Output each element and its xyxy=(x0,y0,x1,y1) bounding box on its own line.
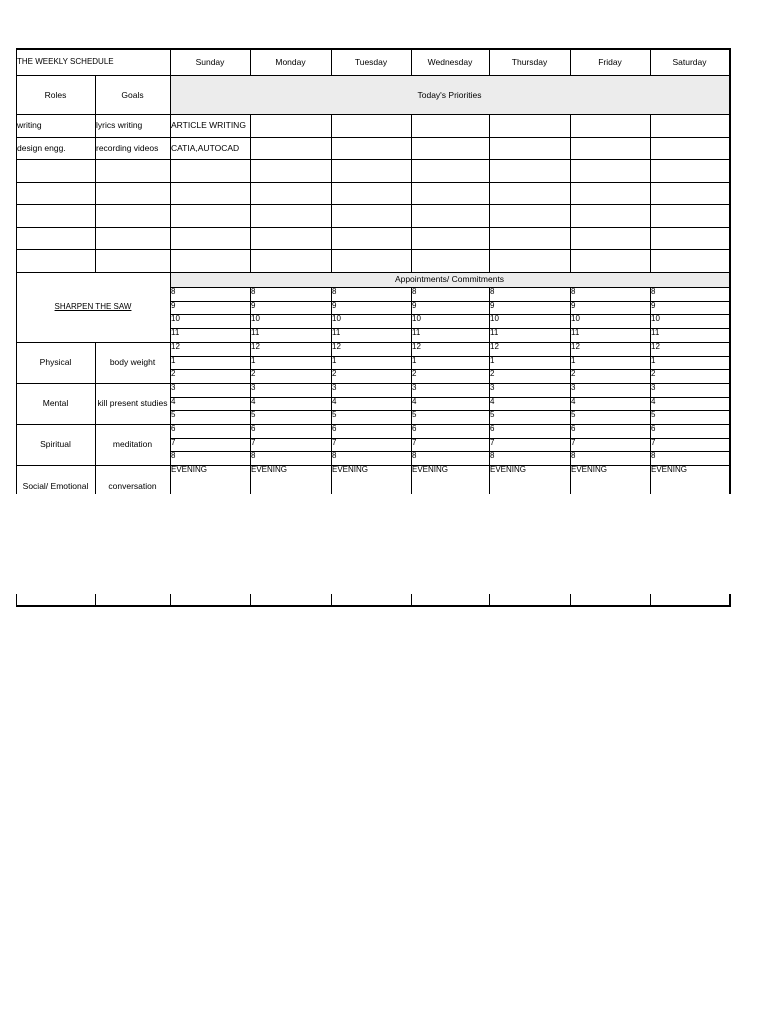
evening-label: EVENING xyxy=(332,465,369,474)
priorities-header: Today's Priorities xyxy=(417,90,482,100)
hour-label: 1 xyxy=(251,356,256,365)
hour-label: 3 xyxy=(251,383,256,392)
hour-label: 12 xyxy=(651,342,660,351)
evening-label: EVENING xyxy=(412,465,449,474)
hour-label: 6 xyxy=(251,424,256,433)
hour-label: 6 xyxy=(412,424,417,433)
hour-label: 11 xyxy=(651,328,660,337)
hour-label: 3 xyxy=(412,383,417,392)
hour-label: 10 xyxy=(412,314,421,323)
evening-label: EVENING xyxy=(490,465,527,474)
hour-label: 11 xyxy=(571,328,580,337)
hour-label: 7 xyxy=(651,438,656,447)
hour-label: 9 xyxy=(332,301,337,310)
hour-label: 8 xyxy=(171,287,176,296)
hour-label: 11 xyxy=(171,328,180,337)
hour-label: 1 xyxy=(490,356,495,365)
hour-label: 11 xyxy=(490,328,499,337)
day-header-tuesday: Tuesday xyxy=(354,57,388,67)
role-cell: writing xyxy=(17,120,42,130)
hour-label: 12 xyxy=(490,342,499,351)
day-divider xyxy=(411,114,412,272)
row-divider xyxy=(16,204,730,205)
hour-label: 1 xyxy=(412,356,417,365)
hour-label: 12 xyxy=(251,342,260,351)
hour-label: 4 xyxy=(412,397,417,406)
day-divider xyxy=(650,287,651,494)
hour-label: 4 xyxy=(332,397,337,406)
hour-label: 2 xyxy=(251,369,256,378)
saw-area: Physical xyxy=(39,357,72,367)
hour-label: 2 xyxy=(171,369,176,378)
day-header-friday: Friday xyxy=(598,57,622,67)
role-cell: design engg. xyxy=(17,143,66,153)
hour-label: 11 xyxy=(251,328,260,337)
hour-label: 5 xyxy=(412,410,417,419)
evening-label: EVENING xyxy=(251,465,288,474)
goal-cell: recording videos xyxy=(96,143,159,153)
sharpen-saw-heading: SHARPEN THE SAW xyxy=(54,302,132,311)
hour-label: 12 xyxy=(571,342,580,351)
day-divider xyxy=(411,48,412,75)
row-divider xyxy=(16,227,730,228)
hour-label: 1 xyxy=(171,356,176,365)
hour-label: 12 xyxy=(332,342,341,351)
hour-label: 3 xyxy=(651,383,656,392)
hour-label: 9 xyxy=(571,301,576,310)
hour-label: 5 xyxy=(171,410,176,419)
day-divider xyxy=(250,114,251,272)
hour-label: 2 xyxy=(490,369,495,378)
hour-label: 1 xyxy=(332,356,337,365)
hour-label: 4 xyxy=(490,397,495,406)
day-header-sunday: Sunday xyxy=(195,57,225,67)
evening-label: EVENING xyxy=(651,465,688,474)
hour-label: 10 xyxy=(332,314,341,323)
bottom-border xyxy=(16,605,731,607)
day-divider xyxy=(331,114,332,272)
day-divider xyxy=(411,287,412,494)
hour-label: 8 xyxy=(490,287,495,296)
hour-label: 3 xyxy=(332,383,337,392)
hour-label: 8 xyxy=(251,451,256,460)
day-header-wednesday: Wednesday xyxy=(427,57,473,67)
appointments-header: Appointments/ Commitments xyxy=(394,274,505,284)
saw-area: Spiritual xyxy=(40,439,71,449)
hour-label: 7 xyxy=(412,438,417,447)
saw-area-goal-divider xyxy=(95,342,96,494)
hour-label: 5 xyxy=(651,410,656,419)
right-border xyxy=(729,48,731,494)
hour-label: 4 xyxy=(171,397,176,406)
saw-goal: body weight xyxy=(109,357,156,367)
day-divider xyxy=(170,48,171,494)
hour-label: 5 xyxy=(571,410,576,419)
hour-label: 8 xyxy=(412,287,417,296)
hour-label: 9 xyxy=(490,301,495,310)
left-border xyxy=(16,48,17,494)
hour-label: 6 xyxy=(571,424,576,433)
hour-label: 7 xyxy=(332,438,337,447)
day-divider xyxy=(250,287,251,494)
hour-label: 5 xyxy=(332,410,337,419)
hour-label: 8 xyxy=(571,451,576,460)
goals-header: Goals xyxy=(121,90,144,100)
hour-label: 3 xyxy=(571,383,576,392)
hour-label: 8 xyxy=(490,451,495,460)
hour-label: 1 xyxy=(571,356,576,365)
hour-label: 9 xyxy=(251,301,256,310)
day-divider xyxy=(489,48,490,75)
roles-goals-divider xyxy=(95,75,96,272)
day-divider xyxy=(650,114,651,272)
hour-label: 7 xyxy=(571,438,576,447)
day-divider xyxy=(489,114,490,272)
day-header-saturday: Saturday xyxy=(672,57,707,67)
hour-label: 10 xyxy=(490,314,499,323)
goal-cell: lyrics writing xyxy=(96,120,143,130)
hour-label: 8 xyxy=(171,451,176,460)
hour-label: 5 xyxy=(251,410,256,419)
hour-label: 1 xyxy=(651,356,656,365)
row-divider xyxy=(16,159,730,160)
hour-label: 11 xyxy=(332,328,341,337)
day-header-thursday: Thursday xyxy=(511,57,548,67)
hour-label: 3 xyxy=(490,383,495,392)
hour-label: 12 xyxy=(412,342,421,351)
hour-label: 12 xyxy=(171,342,180,351)
day-divider xyxy=(489,287,490,494)
hour-label: 6 xyxy=(171,424,176,433)
day-header-monday: Monday xyxy=(275,57,306,67)
evening-label: EVENING xyxy=(171,465,208,474)
priority-cell: CATIA,AUTOCAD xyxy=(171,143,240,153)
hour-label: 8 xyxy=(251,287,256,296)
row-divider xyxy=(16,249,730,250)
day-divider xyxy=(331,287,332,494)
hour-label: 8 xyxy=(332,451,337,460)
day-divider xyxy=(250,48,251,75)
hour-label: 8 xyxy=(651,287,656,296)
hour-label: 2 xyxy=(651,369,656,378)
hour-label: 5 xyxy=(490,410,495,419)
hour-label: 9 xyxy=(412,301,417,310)
day-divider xyxy=(570,48,571,75)
day-divider xyxy=(570,114,571,272)
hour-label: 2 xyxy=(332,369,337,378)
hour-label: 10 xyxy=(651,314,660,323)
saw-area: Mental xyxy=(42,398,69,408)
saw-goal: conversation xyxy=(108,481,157,491)
hour-label: 9 xyxy=(651,301,656,310)
hour-label: 8 xyxy=(651,451,656,460)
hour-label: 8 xyxy=(332,287,337,296)
hour-label: 4 xyxy=(251,397,256,406)
hour-label: 11 xyxy=(412,328,421,337)
row-divider xyxy=(16,182,730,183)
hour-label: 2 xyxy=(571,369,576,378)
saw-goal: meditation xyxy=(112,439,153,449)
evening-label: EVENING xyxy=(571,465,608,474)
day-divider xyxy=(650,48,651,75)
hour-label: 10 xyxy=(571,314,580,323)
saw-area: Social/ Emotional xyxy=(22,481,89,491)
hour-label: 6 xyxy=(651,424,656,433)
hour-label: 8 xyxy=(571,287,576,296)
roles-header: Roles xyxy=(44,90,67,100)
page-title: THE WEEKLY SCHEDULE xyxy=(17,57,114,66)
hour-label: 4 xyxy=(571,397,576,406)
day-divider xyxy=(570,287,571,494)
hour-label: 8 xyxy=(412,451,417,460)
priority-cell: ARTICLE WRITING xyxy=(171,120,246,130)
day-divider xyxy=(331,48,332,75)
hour-label: 2 xyxy=(412,369,417,378)
hour-label: 6 xyxy=(490,424,495,433)
hour-label: 7 xyxy=(490,438,495,447)
hour-label: 3 xyxy=(171,383,176,392)
hour-label: 10 xyxy=(251,314,260,323)
saw-goal: kill present studies xyxy=(97,398,168,408)
hour-label: 10 xyxy=(171,314,180,323)
hour-label: 7 xyxy=(251,438,256,447)
hour-label: 4 xyxy=(651,397,656,406)
hour-label: 6 xyxy=(332,424,337,433)
hour-label: 7 xyxy=(171,438,176,447)
hour-label: 9 xyxy=(171,301,176,310)
